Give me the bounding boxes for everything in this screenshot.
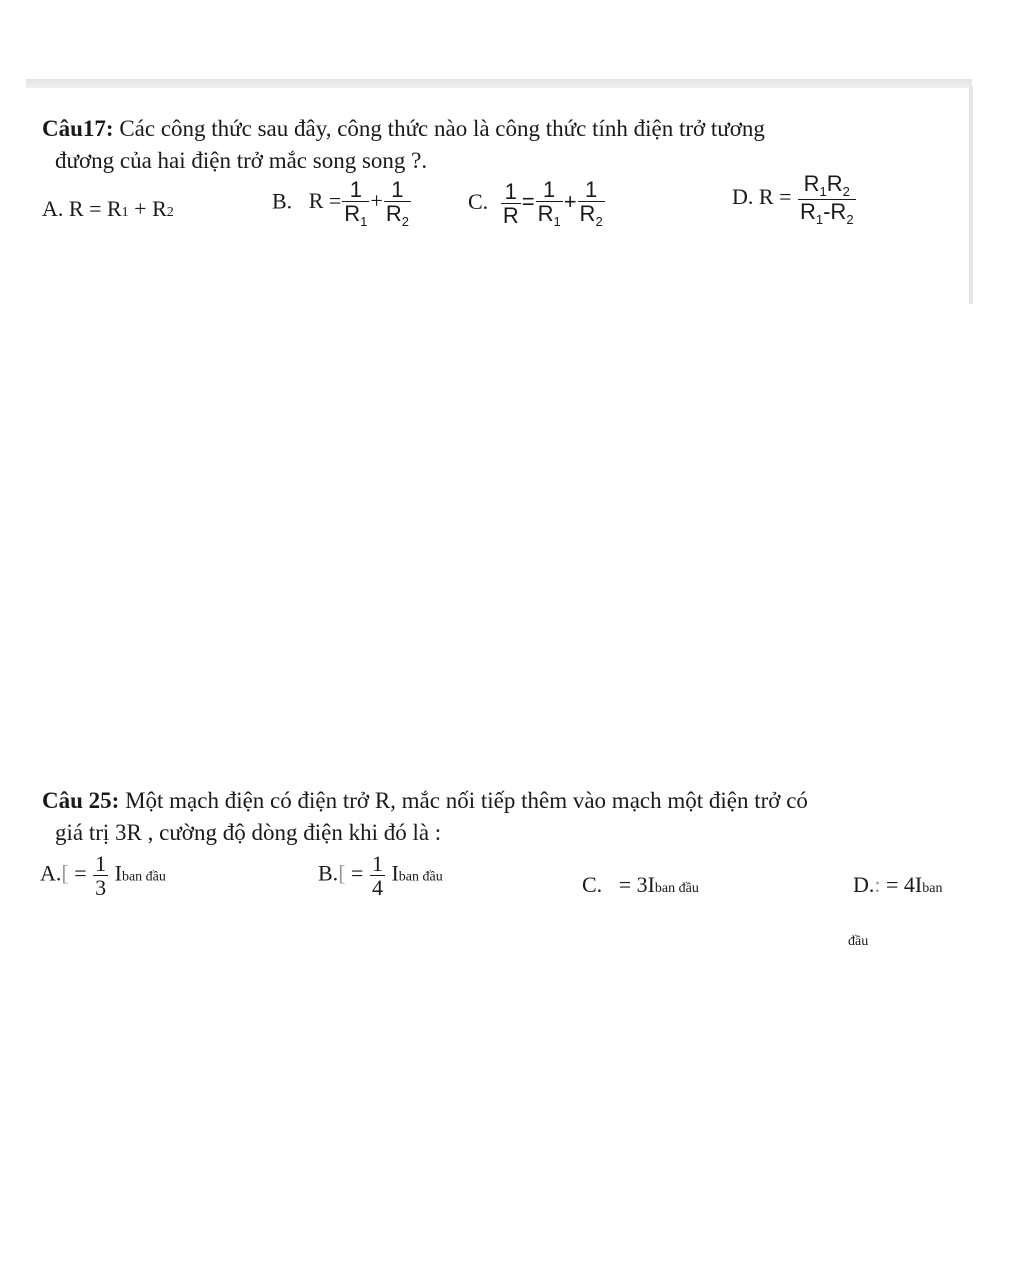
question-17-option-a [42,196,174,222]
question-17-option-d [732,172,857,226]
question-17-label: Câu17: [42,116,114,141]
option-b-formula: R = $\frac{1}{R_1}$ + $\frac{1}{R_2}$ [297,177,409,230]
option-d-subscript: ban [922,881,943,896]
option-b-subscript: ban đầu [398,869,443,885]
question-17-line-2 [55,148,427,174]
page-top-border [26,79,972,88]
option-c-subscript: ban đầu [654,881,699,896]
question-25-label: Câu 25: [42,788,120,813]
question-25-option-a: A.[ = $\frac{1}{3}$ Iban đầu [40,851,166,901]
question-25-option-d-subscript-continued: đầu [848,934,869,949]
question-25-option-b: B.[ = $\frac{1}{4}$ Iban đầu [318,851,443,901]
question-25-option-d: D.: = 4Iban [853,872,943,897]
option-a-formula: R = R1 + R2 [68,196,174,221]
option-c-label: C. [468,189,489,215]
question-25-text: Một mạch điện có điện trở R, mắc nối tiếp thêm vào mạch một điện trở có [119,788,808,813]
option-c-formula: $\frac{1}{R}$ = $\frac{1}{R_1}$ + $\frac{1}{R_2}$ [502,177,603,230]
question-17-option-b [272,178,412,229]
question-17-text: Các công thức sau đây, công thức nào là công thức tính điện trở tương [113,116,765,141]
option-b-label: B. [272,188,293,214]
question-25-text-2: giá trị 3R , cường độ dòng điện khi đó là : [55,820,442,845]
question-25-option-c: C. = 3Iban đầu [582,872,699,897]
page-side-border [969,86,973,304]
option-c-label: C. [582,872,603,897]
question-25-line-1 [42,788,808,814]
question-17-text-2: đương của hai điện trở mắc song song ?. [55,148,428,173]
option-d-formula: R = $\frac{R_1R_2}{R_1-R_2}$ [758,171,854,227]
option-d-label: D. [732,184,754,210]
question-17-line-1 [42,116,765,142]
option-d-label: D. [853,872,875,897]
option-a-label: A. [42,196,64,221]
option-a-subscript: ban đầu [121,869,166,885]
option-a-label: A. [40,860,62,886]
question-17-option-c [468,178,606,229]
option-b-label: B. [318,860,339,886]
question-25-line-2 [55,820,441,846]
